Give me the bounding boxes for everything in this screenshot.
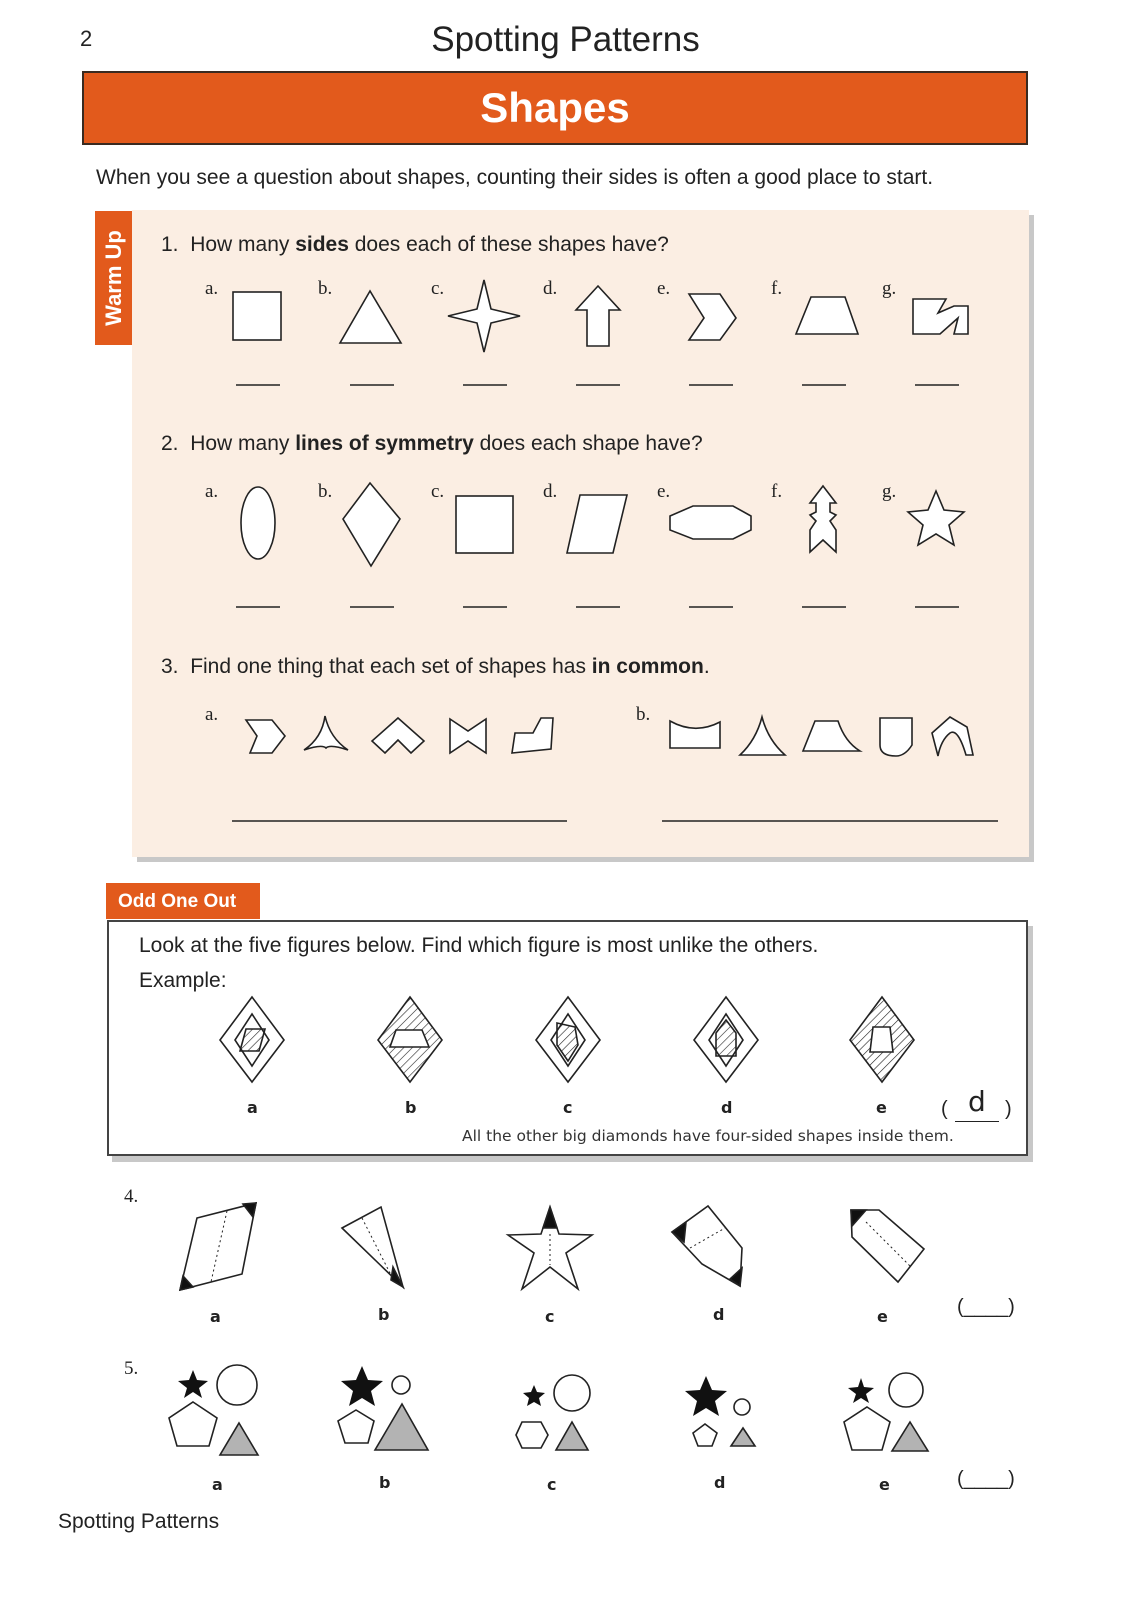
q4-answer-blank[interactable]: (____) bbox=[957, 1296, 1015, 1318]
footer-title: Spotting Patterns bbox=[58, 1510, 220, 1533]
q2-label-e: e. bbox=[657, 481, 671, 502]
example-answer-close: ) bbox=[1005, 1098, 1012, 1120]
q3b-curved-triangle bbox=[740, 717, 785, 755]
q4-figure-b bbox=[342, 1207, 403, 1287]
question-3-bold: in common bbox=[591, 655, 704, 678]
q1-label-f: f. bbox=[771, 278, 783, 299]
q5-letter-b: b bbox=[379, 1473, 391, 1492]
q1-trapezium bbox=[796, 297, 858, 334]
q2-hexagon bbox=[670, 506, 751, 539]
example-figure-e bbox=[850, 997, 914, 1082]
q3a-pentagon bbox=[512, 718, 553, 753]
q5-figure-b bbox=[338, 1366, 428, 1450]
example-label: Example: bbox=[139, 969, 227, 992]
q4-figure-c bbox=[508, 1207, 592, 1289]
q4-figure-e bbox=[851, 1210, 924, 1282]
q2-double-arrow bbox=[810, 486, 836, 552]
q2-label-g: g. bbox=[882, 481, 897, 502]
example-explanation: All the other big diamonds have four-sided shapes inside them. bbox=[462, 1127, 954, 1145]
example-letter-e: e bbox=[876, 1098, 887, 1117]
q2-label-b: b. bbox=[318, 481, 333, 502]
q3-label-a: a. bbox=[205, 704, 219, 725]
q1-label-g: g. bbox=[882, 278, 897, 299]
q4-letter-c: c bbox=[545, 1307, 555, 1326]
intro-text: When you see a question about shapes, counting their sides is often a good place to start. bbox=[96, 166, 934, 189]
q3a-bowtie bbox=[450, 719, 486, 753]
q4-letter-d: d bbox=[713, 1305, 725, 1324]
q3a-chevron-up bbox=[372, 718, 424, 753]
question-3-pre: Find one thing that each set of shapes has bbox=[190, 655, 592, 678]
q4-letter-e: e bbox=[877, 1307, 888, 1326]
q3a-tripod bbox=[304, 716, 348, 750]
question-3-number: 3. bbox=[161, 655, 179, 678]
q2-ellipse bbox=[241, 487, 275, 559]
question-5-number: 5. bbox=[124, 1358, 139, 1379]
example-figure-b bbox=[378, 997, 442, 1082]
example-figure-a bbox=[220, 997, 284, 1082]
question-4-number: 4. bbox=[124, 1186, 139, 1207]
q1-arrow bbox=[576, 286, 620, 346]
q5-figure-a bbox=[169, 1365, 258, 1455]
question-1-number: 1. bbox=[161, 233, 179, 256]
question-1-bold: sides bbox=[295, 233, 349, 256]
q2-kite bbox=[343, 483, 400, 566]
banner-title: Shapes bbox=[480, 84, 630, 131]
q1-label-d: d. bbox=[543, 278, 558, 299]
q1-label-b: b. bbox=[318, 278, 333, 299]
q5-figure-d bbox=[685, 1376, 755, 1446]
q5-letter-d: d bbox=[714, 1473, 726, 1492]
example-letter-a: a bbox=[247, 1098, 258, 1117]
header-title: Spotting Patterns bbox=[431, 20, 700, 59]
q1-triangle bbox=[340, 291, 401, 343]
q1-chevron bbox=[689, 294, 736, 340]
q3-label-b: b. bbox=[636, 704, 651, 725]
odd-one-out-tab: Odd One Out bbox=[106, 883, 260, 919]
q4-figure-d bbox=[672, 1206, 742, 1286]
q4-letter-a: a bbox=[210, 1307, 221, 1326]
example-figure-d bbox=[694, 997, 758, 1082]
q1-label-e: e. bbox=[657, 278, 671, 299]
q4-letter-b: b bbox=[378, 1305, 390, 1324]
question-1-pre: How many bbox=[190, 233, 296, 256]
q2-label-a: a. bbox=[205, 481, 219, 502]
example-answer: d bbox=[968, 1085, 986, 1118]
q1-irregular-shape bbox=[913, 299, 968, 334]
q2-square bbox=[456, 496, 513, 553]
example-figure-c bbox=[536, 997, 600, 1082]
q1-four-point-star bbox=[448, 280, 520, 352]
q2-label-c: c. bbox=[431, 481, 445, 502]
question-3-post: . bbox=[703, 655, 710, 678]
question-2-post: does each shape have? bbox=[473, 432, 703, 455]
q5-letter-e: e bbox=[879, 1475, 890, 1494]
q2-label-f: f. bbox=[771, 481, 783, 502]
q5-answer-blank[interactable]: (____) bbox=[957, 1468, 1015, 1490]
q2-star bbox=[908, 491, 964, 545]
warmup-tab-label: Warm Up bbox=[100, 230, 126, 326]
q5-letter-a: a bbox=[212, 1475, 223, 1494]
q3b-arch bbox=[932, 717, 973, 756]
q3b-curved-trapezium bbox=[803, 721, 860, 751]
q2-parallelogram bbox=[567, 495, 627, 553]
page-number: 2 bbox=[80, 26, 93, 51]
q2-label-d: d. bbox=[543, 481, 558, 502]
q5-letter-c: c bbox=[547, 1475, 557, 1494]
question-1-post: does each of these shapes have? bbox=[348, 233, 669, 256]
q3b-shield bbox=[880, 718, 912, 756]
q1-label-a: a. bbox=[205, 278, 219, 299]
q1-label-c: c. bbox=[431, 278, 445, 299]
question-2-bold: lines of symmetry bbox=[295, 432, 474, 455]
q5-figure-e bbox=[844, 1373, 928, 1451]
q5-figure-c bbox=[516, 1375, 590, 1450]
odd-one-out-instruction: Look at the five figures below. Find which figure is most unlike the others. bbox=[139, 934, 819, 957]
question-2-pre: How many bbox=[190, 432, 296, 455]
q3a-chevron bbox=[246, 720, 285, 753]
question-2-number: 2. bbox=[161, 432, 179, 455]
q4-figure-a bbox=[180, 1203, 256, 1290]
q1-square bbox=[233, 292, 281, 340]
example-answer-open: ( bbox=[941, 1098, 948, 1120]
q3b-cup bbox=[670, 721, 720, 748]
example-letter-d: d bbox=[721, 1098, 733, 1117]
example-letter-c: c bbox=[563, 1098, 573, 1117]
example-letter-b: b bbox=[405, 1098, 417, 1117]
